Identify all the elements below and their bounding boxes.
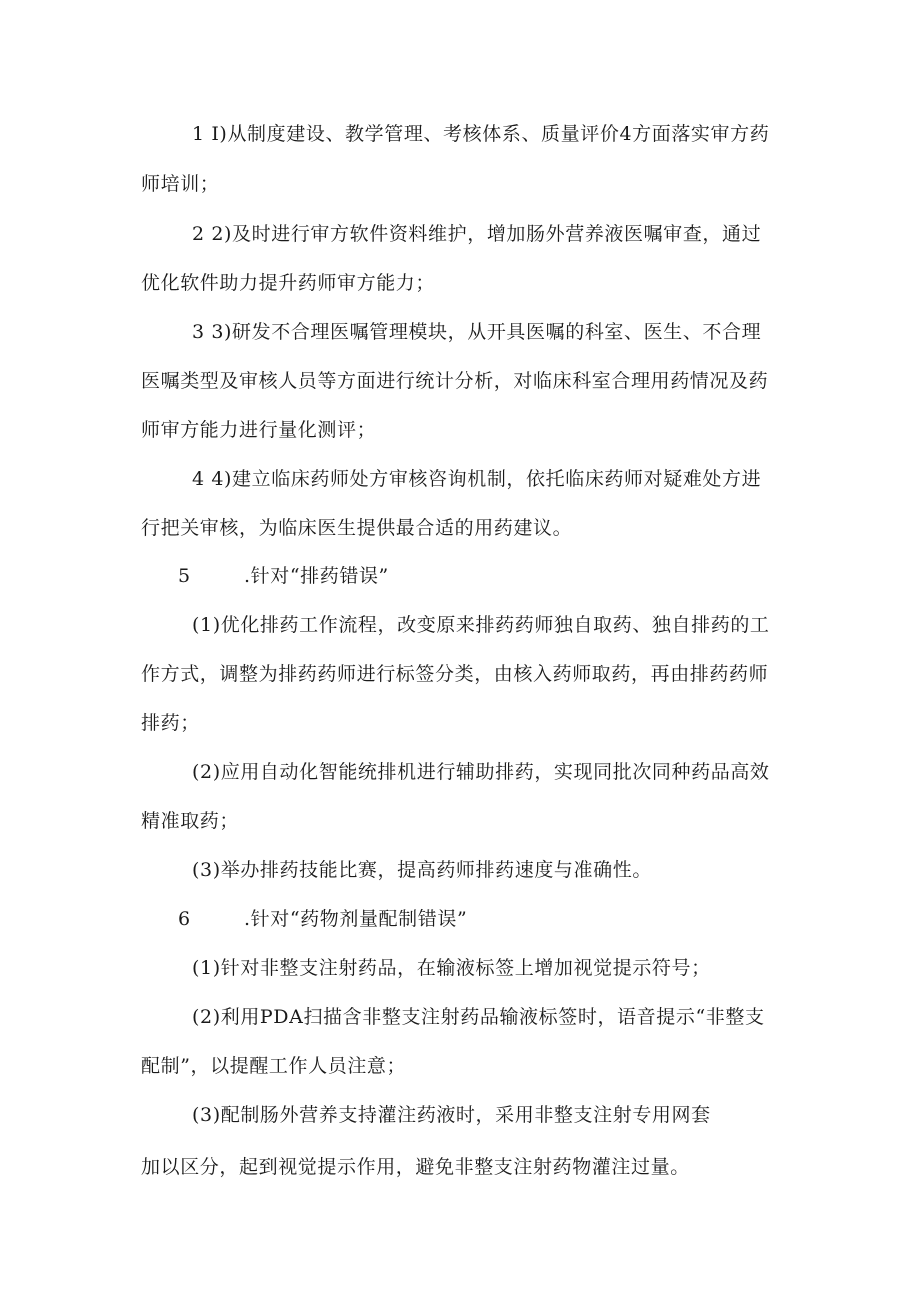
section-5-heading: .针对“排药错误”: [244, 565, 389, 587]
paragraph-5-1-line-2: 作方式，调整为排药药师进行标签分类，由核入药师取药，再由排药药师: [141, 663, 769, 685]
section-5-number: 5: [178, 565, 191, 587]
paragraph-1-line-1: 1 I)从制度建设、教学管理、考核体系、质量评价4方面落实审方药: [192, 123, 770, 145]
paragraph-1-line-2: 师培训；: [141, 173, 220, 195]
paragraph-6-2-line-1: (2)利用PDA扫描含非整支注射药品输液标签时，语音提示“非整支: [192, 1006, 765, 1028]
paragraph-6-1-line-1: (1)针对非整支注射药品，在输液标签上增加视觉提示符号；: [192, 957, 711, 979]
paragraph-2-line-2: 优化软件助力提升药师审方能力；: [141, 272, 436, 294]
paragraph-6-2-line-2: 配制”，以提醒工作人员注意；: [141, 1055, 407, 1077]
paragraph-6-3-line-1: (3)配制肠外营养支持灌注药液时，采用非整支注射专用网套: [192, 1104, 711, 1126]
paragraph-3-line-3: 师审方能力进行量化测评；: [141, 419, 377, 441]
section-6-number: 6: [178, 908, 191, 930]
paragraph-3-line-1: 3 3)研发不合理医嘱管理模块，从开具医嘱的科室、医生、不合理: [192, 321, 762, 343]
paragraph-5-3-line-1: (3)举办排药技能比赛，提高药师排药速度与准确性。: [192, 859, 652, 881]
paragraph-5-1-line-1: (1)优化排药工作流程，改变原来排药药师独自取药、独自排药的工: [192, 614, 770, 636]
paragraph-4-line-1: 4 4)建立临床药师处方审核咨询机制，依托临床药师对疑难处方进: [192, 468, 762, 490]
paragraph-2-line-1: 2 2)及时进行审方软件资料维护，增加肠外营养液医嘱审查，通过: [192, 223, 762, 245]
section-6-heading: .针对“药物剂量配制错误”: [244, 908, 468, 930]
paragraph-4-line-2: 行把关审核，为临床医生提供最合适的用药建议。: [141, 517, 573, 539]
paragraph-6-3-line-2: 加以区分，起到视觉提示作用，避免非整支注射药物灌注过量。: [141, 1156, 690, 1178]
paragraph-5-2-line-1: (2)应用自动化智能统排机进行辅助排药，实现同批次同种药品高效: [192, 761, 770, 783]
paragraph-3-line-2: 医嘱类型及审核人员等方面进行统计分析，对临床科室合理用药情况及药: [141, 370, 769, 392]
paragraph-5-1-line-3: 排药；: [141, 712, 200, 734]
paragraph-5-2-line-2: 精准取药；: [141, 810, 240, 832]
